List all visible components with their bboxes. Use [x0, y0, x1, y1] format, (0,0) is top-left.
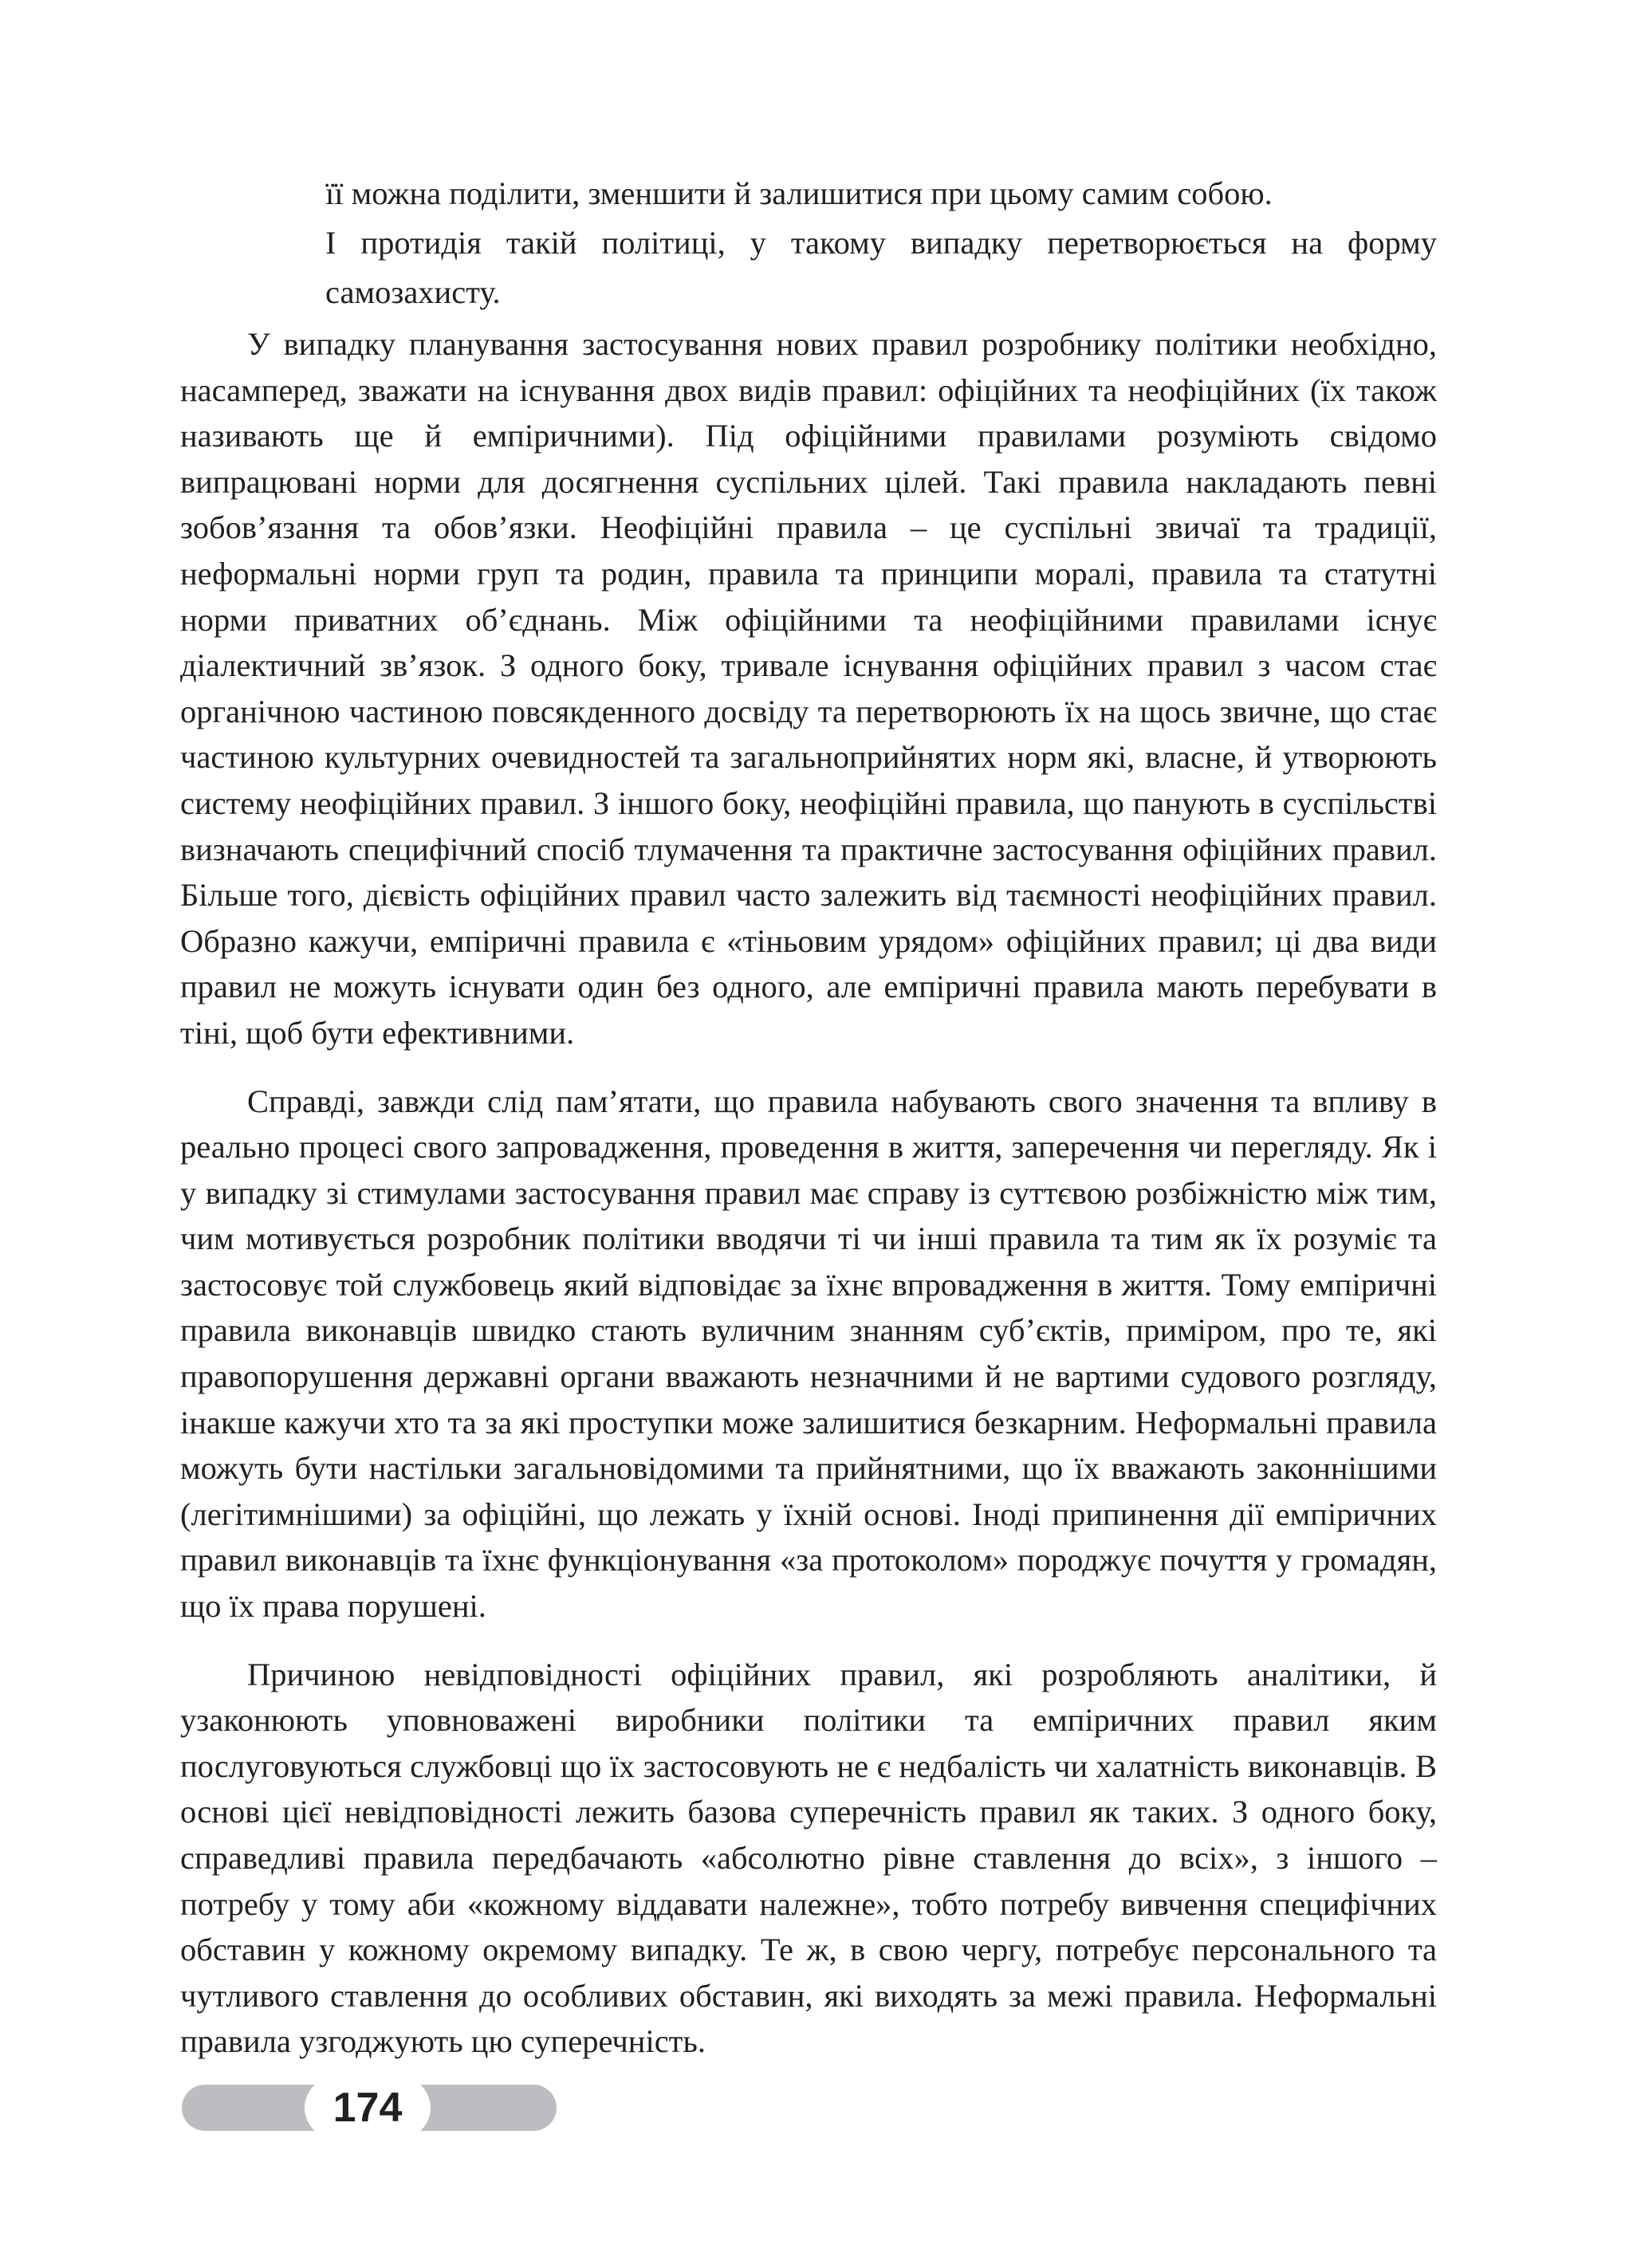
paragraph-1: У випадку планування застосування нових правил розробнику політики необхідно, насамперед, зважати на існування двох видів правил: офіційних та неофіційних (їх також називають ще й емпіричними). Під офіційними правилами розуміють свідомо випрацювані норми для досягнення суспільних цілей. Такі правила накладають певні зобов’язання та обов’язки. Неофіційні правила – це суспільні звичаї та традиції, неформальні норми груп та родин, правила та принципи моралі, правила та статутні норми приватних об’єднань. Між офіційними та неофіційними правилами існує діалектичний зв’язок. З одного боку, тривале існування офіційних правил з часом стає органічною частиною повсякденного досвіду та перетворюють їх на щось звичне, що стає частиною культурних очевидностей та загальноприйнятих норм які, власне, й утворюють систему неофіційних правил. З іншого боку, неофіційні правила, що панують в суспільстві визначають специфічний спосіб тлумачення та практичне застосування офіційних правил. Більше того, дієвість офіційних правил часто залежить від таємності неофіційних правил. Образно кажучи, емпіричні правила є «тіньовим урядом» офіційних правил; ці два види правил не можуть існувати один без одного, але емпіричні правила мають перебувати в тіні, щоб бути ефективними.: [180, 326, 1437, 1051]
quote-line-2: І протидія такій політиці, у такому випадку перетворюється на форму самозахисту.: [325, 225, 1437, 310]
paragraph-3: Причиною невідповідності офіційних правил, які розробляють аналітики, й узаконюють уповноважені виробники політики та емпіричних правил яким послуговуються службовці що їх застосовують не є недбалість чи халатність виконавців. В основі цієї невідповідності лежить базова суперечність правил як таких. З одного боку, справедливі правила передбачають «абсолютно рівне ставлення до всіх», з іншого – потребу у тому аби «кожному віддавати належне», тобто потребу вивчення специфічних обставин у кожному окремому випадку. Те ж, в свою чергу, потребує персонального та чутливого ставлення до особливих обставин, які виходять за межі правила. Неформальні правила узгоджують цю суперечність.: [180, 1656, 1437, 2060]
quote-line-1: її можна поділити, зменшити й залишитися при цьому самим собою.: [325, 175, 1273, 211]
paragraph-2: Справді, завжди слід пам’ятати, що правила набувають свого значення та впливу в реально процесі свого запровадження, проведення в життя, заперечення чи перегляду. Як і у випадку зі стимулами застосування правил має справу із суттєвою розбіжністю між тим, чим мотивується розробник політики вводячи ті чи інші правила та тим як їх розуміє та застосовує той службовець який відповідає за їхнє впровадження в життя. Тому емпіричні правила виконавців швидко стають вуличним знанням суб’єктів, приміром, про те, які правопорушення державні органи вважають незначними й не вартими судового розгляду, інакше кажучи хто та за які проступки може залишитися безкарним. Неформальні правила можуть бути настільки загальновідомими та прийнятними, що їх вважають законнішими (легітимнішими) за офіційні, що лежать у їхній основі. Іноді припинення дії емпіричних правил виконавців та їхнє функціонування «за протоколом» породжує почуття у громадян, що їх права порушені.: [180, 1083, 1437, 1625]
body-text: [180, 321, 1437, 2087]
page-number: 174: [333, 2085, 403, 2131]
quote-continuation: [325, 169, 1437, 317]
